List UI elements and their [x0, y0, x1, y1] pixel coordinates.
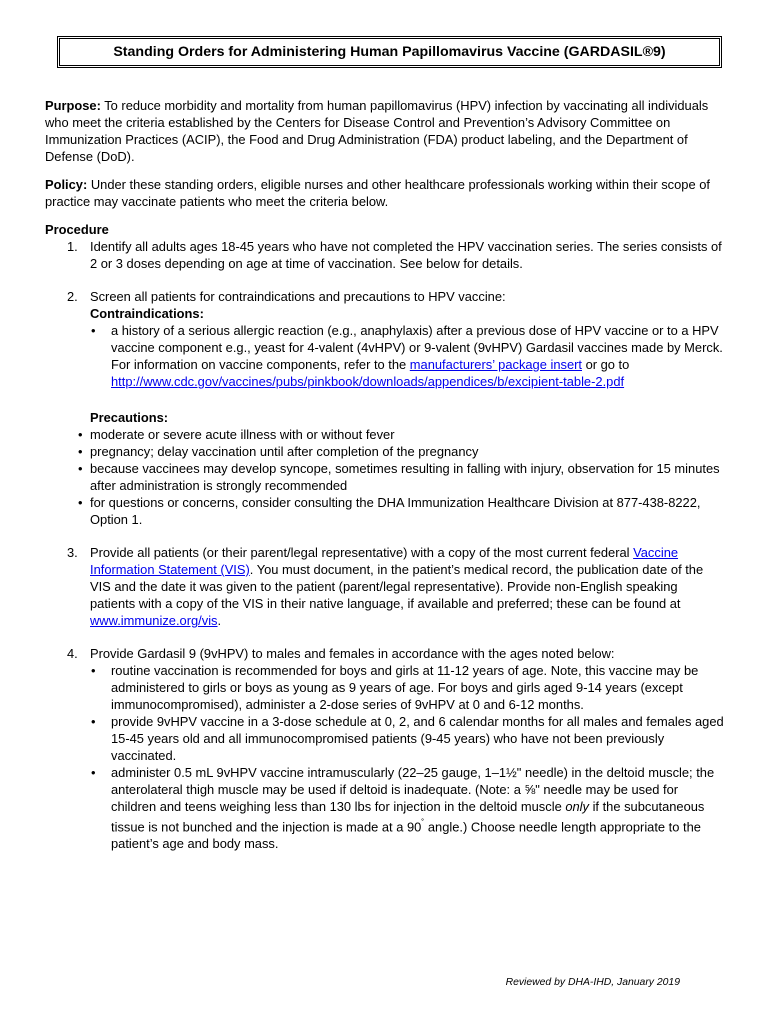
precaution-text: because vaccinees may develop syncope, sometimes resulting in falling with injury, observation for 15 minutes after administration is strongly recommended	[90, 461, 720, 493]
step-number: 4.	[67, 646, 78, 661]
bullet-icon: •	[91, 714, 96, 729]
precaution-text: for questions or concerns, consider consulting the DHA Immunization Healthcare Division at 877-438-8222, Option 1.	[90, 495, 701, 527]
procedure-heading: Procedure	[45, 222, 109, 237]
precautions-heading: Precautions:	[90, 410, 169, 425]
bullet-icon: •	[78, 444, 83, 459]
contraindication-mid: or go to	[582, 357, 630, 372]
bullet-icon: •	[91, 663, 96, 678]
guidance-text: routine vaccination is recommended for boys and girls at 11-12 years of age. Note, this vaccine may be administered to girls or boys as young as 9 years of age. For boys and girls aged 9-14 years (except immunocompromised), administer a 2-dose series of 9vHPV at 0 and 6-12 months.	[111, 663, 699, 712]
procedure-step-4	[45, 645, 725, 852]
step-text: Screen all patients for contraindications and precautions to HPV vaccine:	[90, 289, 506, 304]
precaution-item	[54, 443, 725, 460]
procedure-step-3	[45, 544, 725, 629]
review-footer: Reviewed by DHA-IHD, January 2019	[505, 977, 680, 988]
step-number: 1.	[67, 239, 78, 254]
document-body	[45, 97, 725, 852]
purpose-label: Purpose:	[45, 98, 101, 113]
guidance-emphasis: only	[565, 799, 589, 814]
policy-label: Policy:	[45, 177, 88, 192]
step-number: 3.	[67, 545, 78, 560]
age-guidance-item	[66, 713, 725, 764]
guidance-text: if the subcutaneous tissue is not bunched and the injection is made at a 90	[111, 799, 705, 835]
age-guidance-item	[66, 662, 725, 713]
precaution-text: pregnancy; delay vaccination until after completion of the pregnancy	[90, 444, 479, 459]
step-text: Provide Gardasil 9 (9vHPV) to males and females in accordance with the ages noted below:	[90, 646, 615, 661]
excipient-table-link[interactable]: http://www.cdc.gov/vaccines/pubs/pinkbook/downloads/appendices/b/excipient-table-2.pdf	[111, 374, 625, 389]
contraindication-item	[66, 322, 725, 390]
degree-symbol: ˚	[421, 818, 425, 828]
immunize-vis-link[interactable]: www.immunize.org/vis	[90, 613, 218, 628]
vis-link[interactable]: Vaccine Information Statement (VIS)	[90, 545, 679, 577]
package-insert-link[interactable]: manufacturers’ package insert	[409, 357, 582, 372]
guidance-text: angle.) Choose needle length appropriate to the patient’s age and body mass.	[111, 819, 701, 852]
policy-text: Under these standing orders, eligible nurses and other healthcare professionals working within their scope of practice may vaccinate patients who meet the criteria below.	[45, 177, 710, 209]
bullet-icon: •	[91, 323, 96, 338]
step-text: Provide all patients (or their parent/legal representative) with a copy of the most current federal	[90, 545, 634, 560]
policy-paragraph	[45, 176, 725, 210]
precaution-item	[54, 426, 725, 443]
purpose-paragraph	[45, 97, 725, 165]
bullet-icon: •	[78, 427, 83, 442]
contraindications-heading: Contraindications:	[90, 306, 204, 321]
guidance-text: provide 9vHPV vaccine in a 3-dose schedule at 0, 2, and 6 calendar months for all males and females aged 15-45 years old and all immunocompromised patients (9-45 years) who have not been previously vaccinated.	[111, 714, 724, 763]
step-text: .	[217, 613, 222, 628]
procedure-step-1	[45, 238, 725, 272]
step-number: 2.	[67, 289, 78, 304]
bullet-icon: •	[78, 461, 83, 476]
age-guidance-item	[66, 764, 725, 852]
contraindication-text: a history of a serious allergic reaction (e.g., anaphylaxis) after a previous dose of HPV vaccine or to a HPV vaccine component e.g., yeast for 4-valent (4vHPV) or 9-valent (9vHPV) Gardasil vaccines made by Merck. For information on vaccine components, refer to the	[111, 323, 723, 372]
step-text: . You must document, in the patient’s medical record, the publication date of the VIS and the date it was given to the patient (parent/legal representative). Provide non-English speaking patients with a copy of the VIS in their native language, if available and preferred; these can be found at	[90, 562, 704, 611]
precaution-item	[54, 460, 725, 494]
guidance-text: administer 0.5 mL 9vHPV vaccine intramuscularly (22–25 gauge, 1–1½" needle) in the deltoid muscle; the anterolateral thigh muscle may be used if deltoid is inadequate. (Note: a ⅝" needle may be used for children and teens weighing less than 130 lbs for injection in the deltoid muscle	[111, 765, 715, 814]
bullet-icon: •	[78, 495, 83, 510]
page-title: Standing Orders for Administering Human Papillomavirus Vaccine (GARDASIL®9)	[57, 36, 722, 68]
precaution-text: moderate or severe acute illness with or without fever	[90, 427, 395, 442]
procedure-step-2	[45, 288, 725, 528]
purpose-text: To reduce morbidity and mortality from human papillomavirus (HPV) infection by vaccinating all individuals who meet the criteria established by the Centers for Disease Control and Prevention’s Advisory Committee on Immunization Practices (ACIP), the Food and Drug Administration (FDA) product labeling, and the Department of Defense (DoD).	[45, 98, 709, 164]
bullet-icon: •	[91, 765, 96, 780]
precaution-item	[54, 494, 725, 528]
step-text: Identify all adults ages 18-45 years who have not completed the HPV vaccination series. The series consists of 2 or 3 doses depending on age at time of vaccination. See below for details.	[90, 239, 722, 271]
